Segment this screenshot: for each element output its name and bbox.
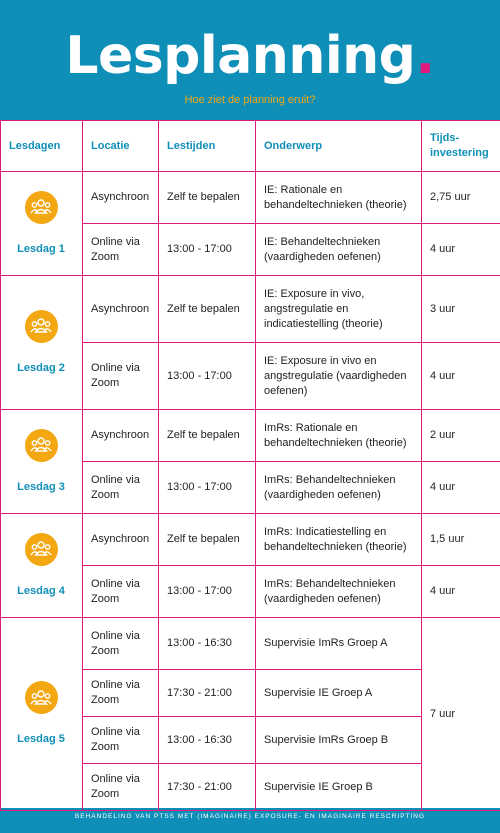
- page-subtitle: Hoe ziet de planning eruit?: [184, 94, 316, 106]
- time-cell: Zelf te bepalen: [159, 410, 256, 462]
- column-header-lesdagen: Lesdagen: [1, 121, 83, 172]
- location-cell: Online via Zoom: [83, 224, 159, 276]
- table-row: [1, 172, 500, 224]
- table-row: [1, 618, 500, 670]
- subject-cell: ImRs: Indicatiestelling en behandeltechnieken (theorie): [256, 514, 422, 566]
- time-cell: 17:30 - 21:00: [159, 764, 256, 811]
- day-label: Lesdag 5: [17, 733, 65, 745]
- location-cell: Online via Zoom: [83, 343, 159, 410]
- subject-cell: Supervisie ImRs Groep A: [256, 618, 422, 670]
- column-header-lestijden: Lestijden: [159, 121, 256, 172]
- time-cell: 13:00 - 16:30: [159, 618, 256, 670]
- group-icon-svg: [30, 317, 52, 335]
- day-label: Lesdag 4: [17, 584, 65, 597]
- time-cell: 17:30 - 21:00: [159, 670, 256, 717]
- location-cell: Asynchroon: [83, 172, 159, 224]
- group-icon: [25, 429, 58, 462]
- duration-cell: 4 uur: [422, 566, 500, 618]
- location-cell: Online via Zoom: [83, 670, 159, 717]
- group-icon: [25, 681, 58, 714]
- time-cell: 13:00 - 16:30: [159, 717, 256, 764]
- subject-cell: Supervisie IE Groep A: [256, 670, 422, 717]
- day-block: [11, 191, 71, 257]
- header: [0, 0, 500, 120]
- subject-cell: IE: Behandeltechnieken (vaardigheden oefenen): [256, 224, 422, 276]
- day-cell: [1, 514, 83, 618]
- column-header-onderwerp: Onderwerp: [256, 121, 422, 172]
- duration-cell: 7 uur: [422, 618, 500, 811]
- page-title: Lesplanning.: [65, 26, 435, 86]
- schedule-table-container: [0, 120, 500, 808]
- subject-cell: ImRs: Behandeltechnieken (vaardigheden oefenen): [256, 566, 422, 618]
- schedule-body: [1, 172, 500, 811]
- day-cell: [1, 276, 83, 410]
- footer: BEHANDELING VAN PTSS MET (IMAGINAIRE) EXPOSURE- EN IMAGINAIRE RESCRIPTING: [74, 813, 426, 820]
- time-cell: Zelf te bepalen: [159, 172, 256, 224]
- location-cell: Online via Zoom: [83, 618, 159, 670]
- subject-cell: IE: Exposure in vivo, angstregulatie en indicatiestelling (theorie): [256, 276, 422, 343]
- duration-cell: 4 uur: [422, 343, 500, 410]
- group-icon: [25, 310, 58, 343]
- group-icon-svg: [30, 198, 52, 216]
- column-header-tijdsinvestering: Tijds- investering: [422, 121, 500, 172]
- subject-cell: IE: Rationale en behandeltechnieken (theorie): [256, 172, 422, 224]
- location-cell: Asynchroon: [83, 276, 159, 343]
- day-label: Lesdag 3: [17, 480, 65, 493]
- day-label: Lesdag 1: [17, 242, 65, 255]
- time-cell: 13:00 - 17:00: [159, 566, 256, 618]
- location-cell: Online via Zoom: [83, 566, 159, 618]
- location-cell: Asynchroon: [83, 514, 159, 566]
- day-cell: [1, 410, 83, 514]
- subject-cell: Supervisie IE Groep B: [256, 764, 422, 811]
- title-dot: .: [415, 26, 435, 86]
- duration-cell: 3 uur: [422, 276, 500, 343]
- day-cell: [1, 172, 83, 276]
- location-cell: Online via Zoom: [83, 717, 159, 764]
- time-cell: 13:00 - 17:00: [159, 462, 256, 514]
- location-cell: Online via Zoom: [83, 764, 159, 811]
- location-cell: Asynchroon: [83, 410, 159, 462]
- day-block: [11, 533, 71, 599]
- duration-cell: 4 uur: [422, 462, 500, 514]
- group-icon: [25, 191, 58, 224]
- group-icon-svg: [30, 436, 52, 454]
- location-cell: Online via Zoom: [83, 462, 159, 514]
- duration-cell: 1,5 uur: [422, 514, 500, 566]
- column-header-locatie: Locatie: [83, 121, 159, 172]
- subject-cell: Supervisie ImRs Groep B: [256, 717, 422, 764]
- subject-cell: IE: Exposure in vivo en angstregulatie (vaardigheden oefenen): [256, 343, 422, 410]
- group-icon-svg: [30, 540, 52, 558]
- duration-cell: 4 uur: [422, 224, 500, 276]
- duration-cell: 2,75 uur: [422, 172, 500, 224]
- table-row: [1, 276, 500, 343]
- table-row: [1, 514, 500, 566]
- day-block: [11, 310, 71, 376]
- day-block: [11, 429, 71, 495]
- group-icon: [25, 533, 58, 566]
- day-block: [11, 681, 71, 747]
- duration-cell: 2 uur: [422, 410, 500, 462]
- time-cell: 13:00 - 17:00: [159, 343, 256, 410]
- subject-cell: ImRs: Rationale en behandeltechnieken (theorie): [256, 410, 422, 462]
- time-cell: 13:00 - 17:00: [159, 224, 256, 276]
- time-cell: Zelf te bepalen: [159, 276, 256, 343]
- table-header-row: [1, 121, 500, 172]
- group-icon-svg: [30, 689, 52, 707]
- day-label: Lesdag 2: [17, 361, 65, 374]
- time-cell: Zelf te bepalen: [159, 514, 256, 566]
- table-row: [1, 410, 500, 462]
- schedule-table: [0, 120, 500, 811]
- subject-cell: ImRs: Behandeltechnieken (vaardigheden oefenen): [256, 462, 422, 514]
- day-cell: [1, 618, 83, 811]
